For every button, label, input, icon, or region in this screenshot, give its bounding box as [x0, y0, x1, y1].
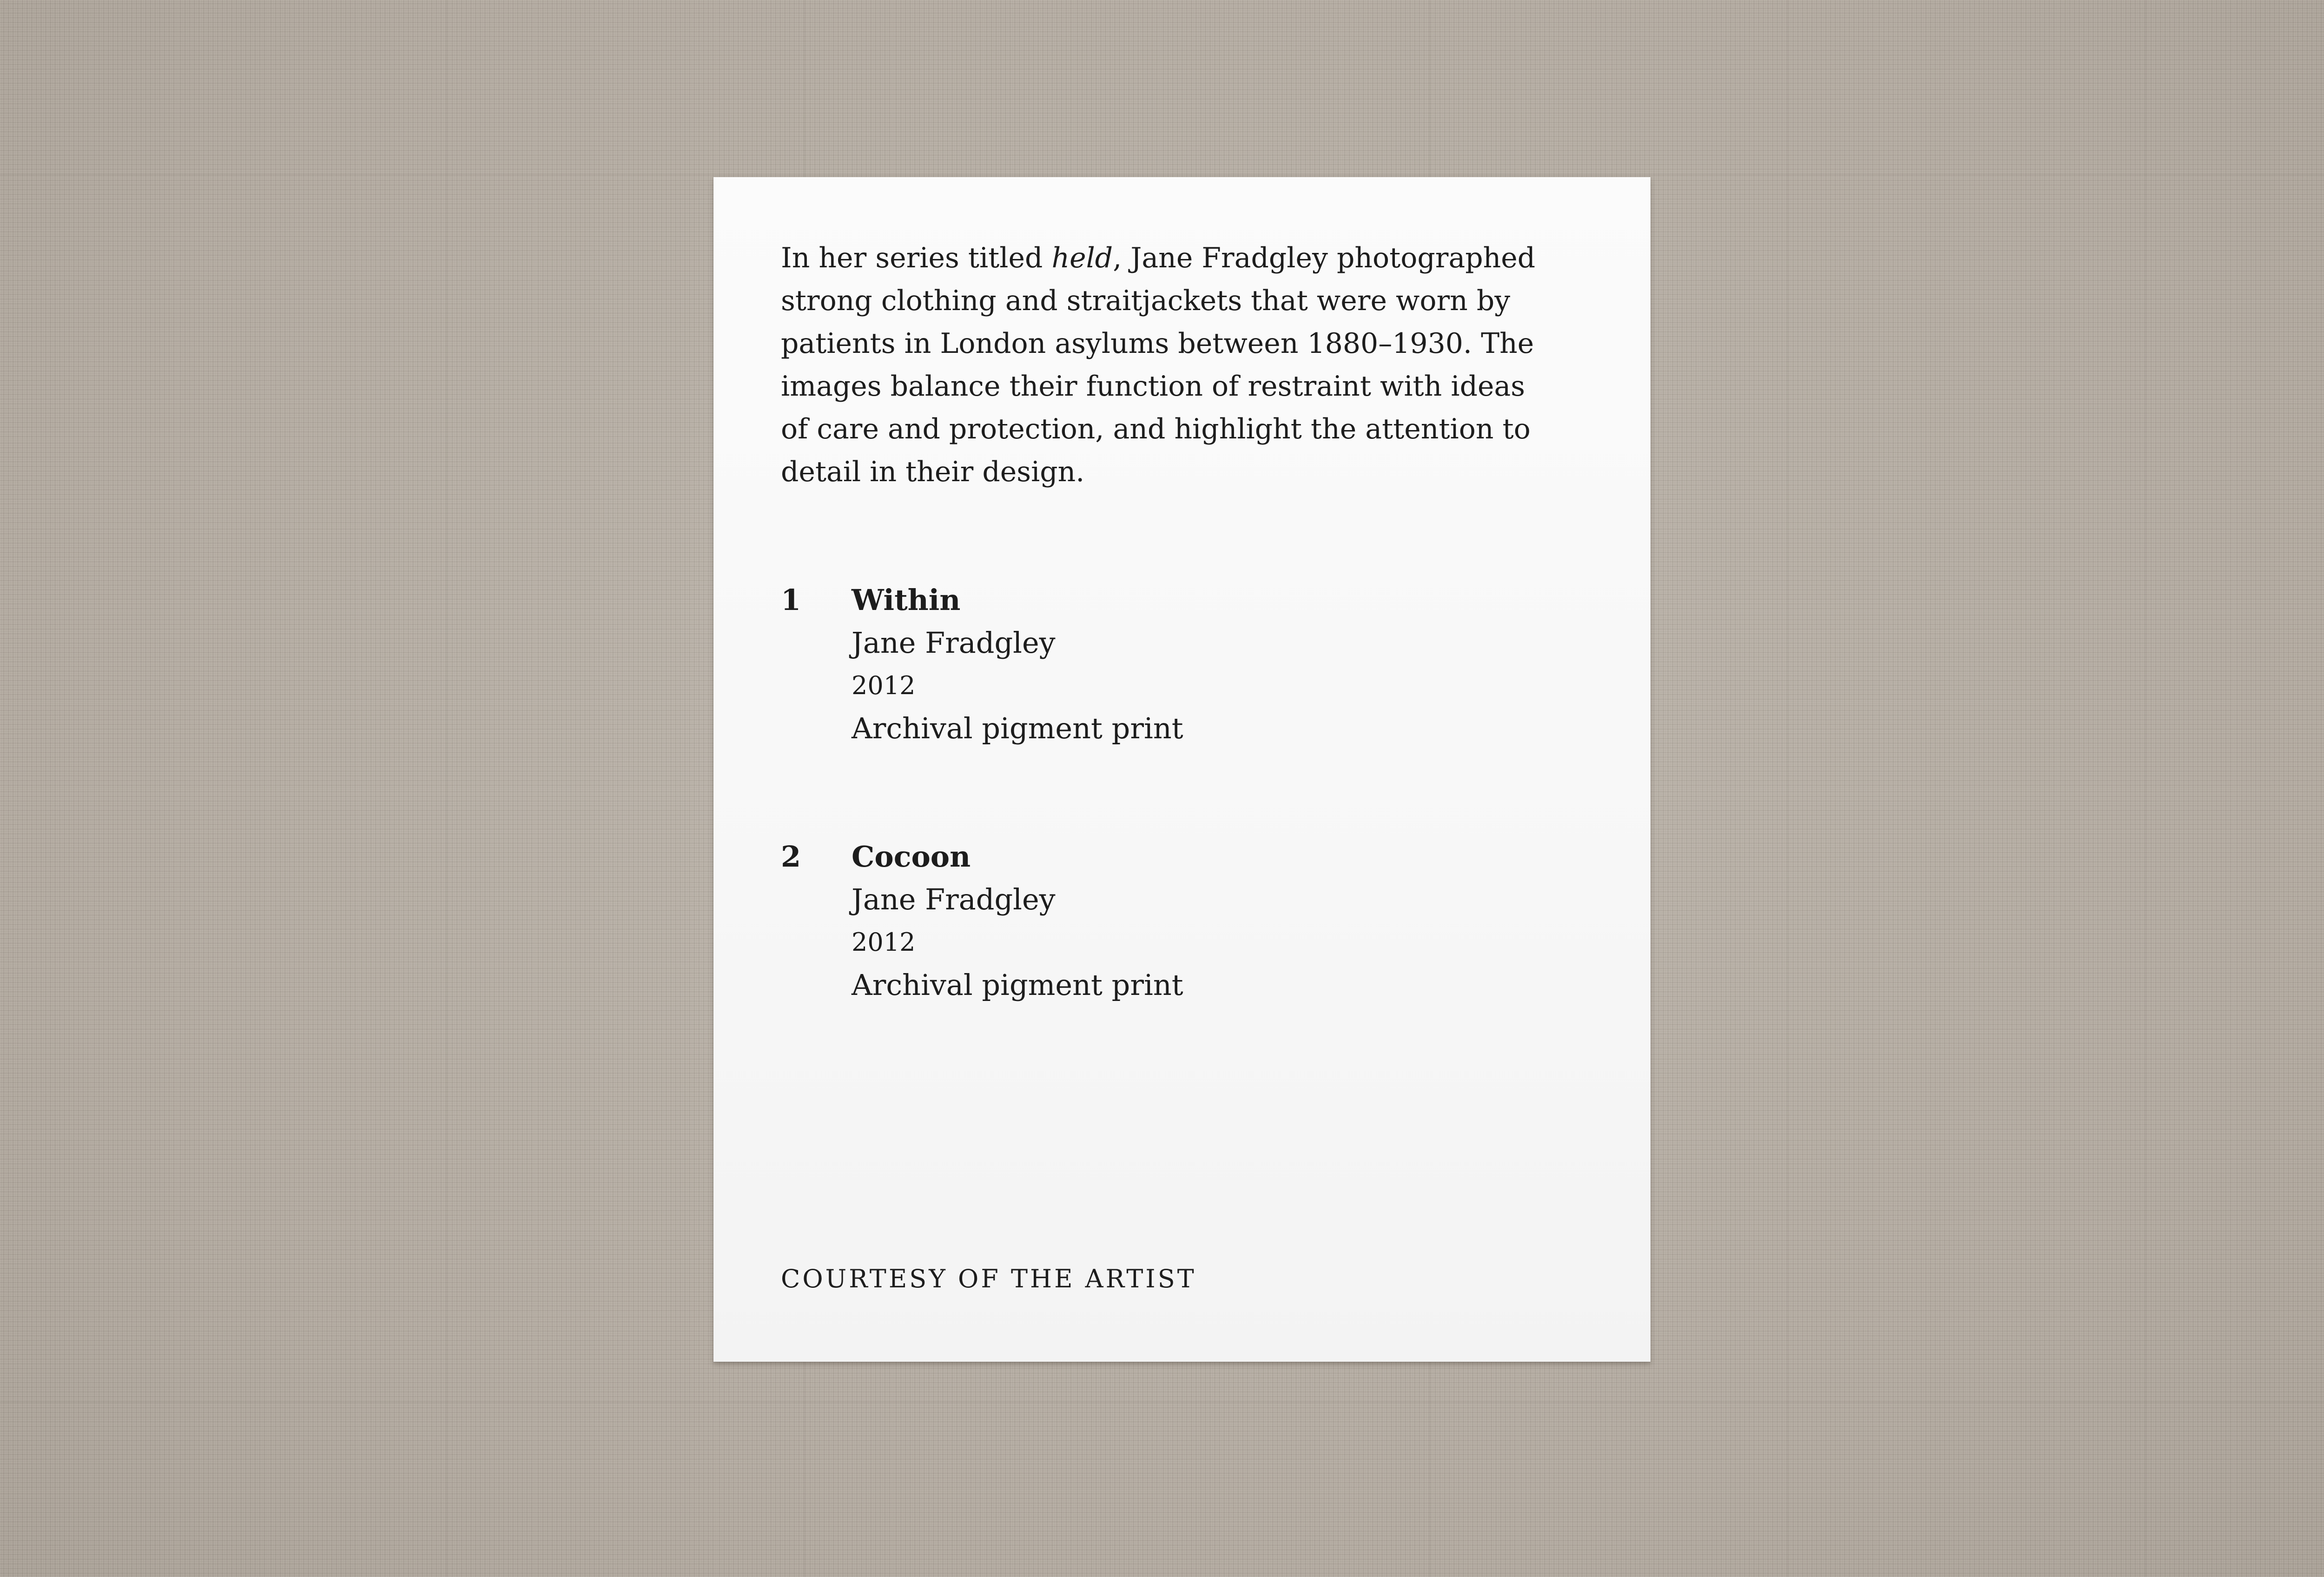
artwork-medium: Archival pigment print [852, 968, 1183, 1002]
artwork-year: 2012 [852, 928, 916, 957]
artwork-medium: Archival pigment print [852, 711, 1183, 745]
artwork-artist: Jane Fradgley [852, 626, 1056, 660]
artwork-number: 1 [781, 583, 801, 617]
series-title: held [1051, 242, 1113, 274]
artwork-title: Within [852, 583, 961, 617]
intro-text-start: In her series titled [781, 242, 1052, 274]
courtesy-credit: COURTESY OF THE ARTIST [781, 1264, 1196, 1293]
artwork-number: 2 [781, 840, 801, 874]
wall-label-card [713, 177, 1651, 1362]
intro-paragraph [781, 237, 1543, 493]
artwork-year: 2012 [852, 671, 916, 700]
artwork-title: Cocoon [852, 840, 971, 874]
intro-text-rest: , Jane Fradgley photographed strong clothing and straitjackets that were worn by patients in London asylums between 1880–1930. The images balance their function of restraint with ideas of care and protection, and highlight the attention to detail in their design. [781, 242, 1536, 488]
artwork-artist: Jane Fradgley [852, 882, 1056, 916]
